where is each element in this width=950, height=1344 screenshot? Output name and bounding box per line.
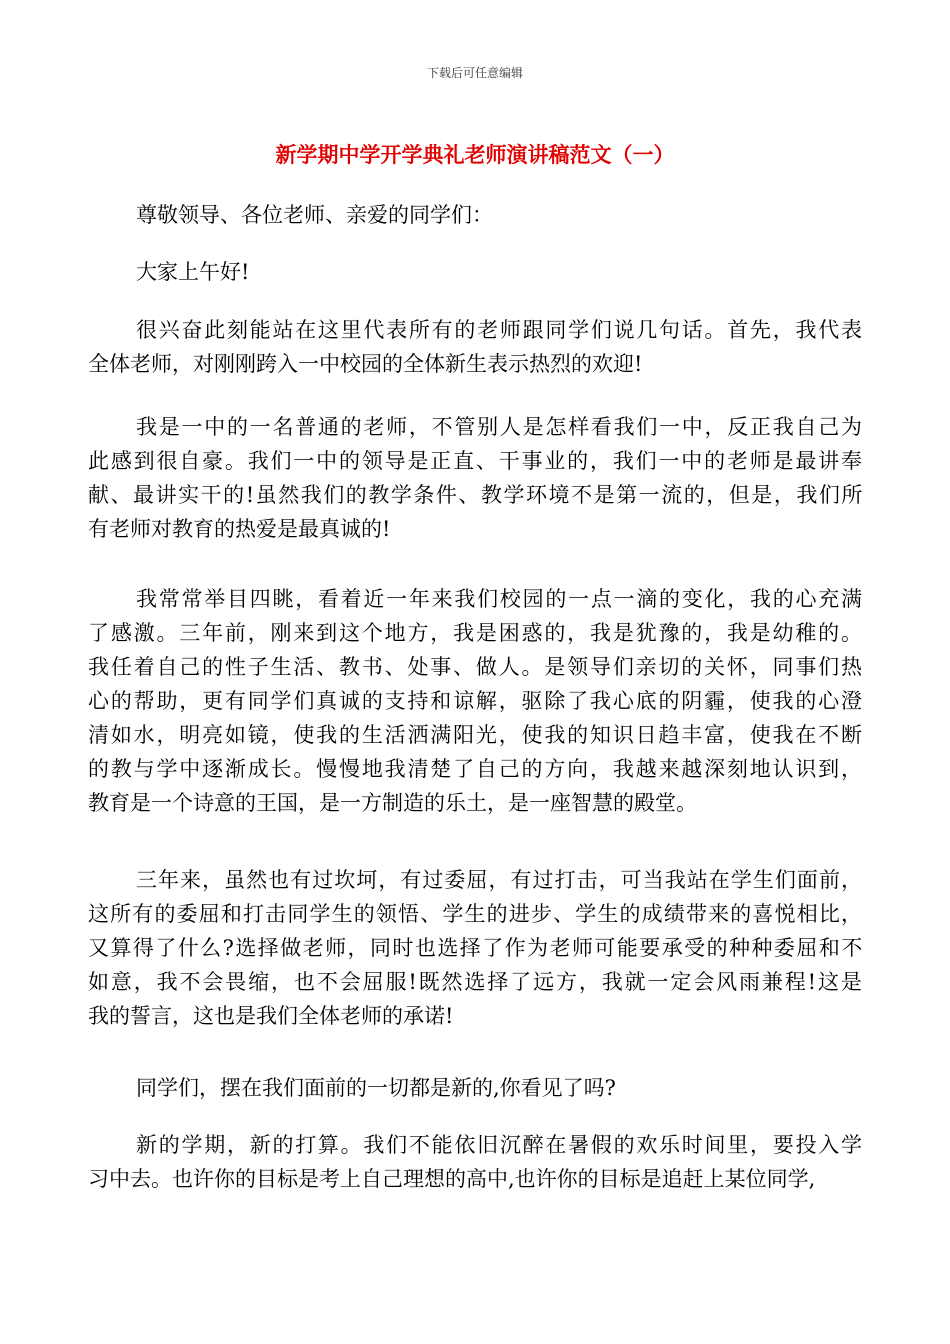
paragraph-line: 我常常举目四眺，看着近一年来我们校园的一点一滴的变化，我的心充满 — [136, 587, 864, 611]
paragraph-line: 这所有的委屈和打击同学生的领悟、学生的进步、学生的成绩带来的喜悦相比， — [88, 902, 864, 926]
paragraph-line: 我任着自己的性子生活、教书、处事、做人。是领导们亲切的关怀，同事们热 — [88, 655, 864, 679]
salutation-line: 尊敬领导、各位老师、亲爱的同学们： — [136, 203, 493, 227]
paragraph-6 — [88, 1128, 862, 1196]
paragraph-line: 又算得了什么?选择做老师，同时也选择了作为老师可能要承受的种种委屈和不 — [88, 936, 864, 960]
paragraph-line: 习中去。也许你的目标是考上自己理想的高中,也许你的目标是追赶上某位同学, — [88, 1167, 816, 1191]
paragraph-line: 我是一中的一名普通的老师，不管别人是怎样看我们一中，反正我自己为 — [136, 415, 864, 439]
paragraph-line: 三年来，虽然也有过坎坷，有过委屈，有过打击，可当我站在学生们面前， — [136, 868, 864, 892]
paragraph-line: 很兴奋此刻能站在这里代表所有的老师跟同学们说几句话。首先，我代表 — [136, 318, 864, 342]
paragraph-line: 有老师对教育的热爱是最真诚的! — [88, 517, 391, 541]
paragraph-line: 心的帮助，更有同学们真诚的支持和谅解，驱除了我心底的阴霾，使我的心澄 — [88, 689, 864, 713]
paragraph-5 — [88, 1071, 862, 1105]
paragraph-line: 此感到很自豪。我们一中的领导是正直、干事业的，我们一中的老师是最讲奉 — [88, 449, 864, 473]
salutation — [88, 198, 862, 232]
paragraph-line: 全体老师，对刚刚跨入一中校园的全体新生表示热烈的欢迎! — [88, 352, 643, 376]
paragraph-line: 教育是一个诗意的王国，是一方制造的乐土，是一座智慧的殿堂。 — [88, 791, 697, 815]
greeting — [88, 255, 862, 289]
paragraph-line: 我的誓言，这也是我们全体老师的承诺! — [88, 1004, 454, 1028]
paragraph-4 — [88, 863, 862, 1033]
document-title: 新学期中学开学典礼老师演讲稿范文（一） — [275, 142, 675, 167]
header-note: 下载后可任意编辑 — [426, 66, 523, 80]
paragraph-line: 新的学期，新的打算。我们不能依旧沉醉在暑假的欢乐时间里，要投入学 — [136, 1133, 864, 1157]
paragraph-line: 了感激。三年前，刚来到这个地方，我是困惑的，我是犹豫的，我是幼稚的。 — [88, 621, 864, 645]
paragraph-3 — [88, 582, 862, 820]
paragraph-line: 献、最讲实干的!虽然我们的教学条件、教学环境不是第一流的，但是，我们所 — [88, 483, 864, 507]
paragraph-2 — [88, 410, 862, 546]
paragraph-line: 清如水，明亮如镜，使我的生活洒满阳光，使我的知识日趋丰富，使我在不断 — [88, 723, 864, 747]
paragraph-line: 的教与学中逐渐成长。慢慢地我清楚了自己的方向，我越来越深刻地认识到， — [88, 757, 864, 781]
greeting-line: 大家上午好! — [136, 260, 250, 284]
paragraph-line: 同学们，摆在我们面前的一切都是新的,你看见了吗? — [136, 1076, 616, 1100]
paragraph-1 — [88, 313, 862, 381]
paragraph-line: 如意，我不会畏缩，也不会屈服!既然选择了远方，我就一定会风雨兼程!这是 — [88, 970, 864, 994]
